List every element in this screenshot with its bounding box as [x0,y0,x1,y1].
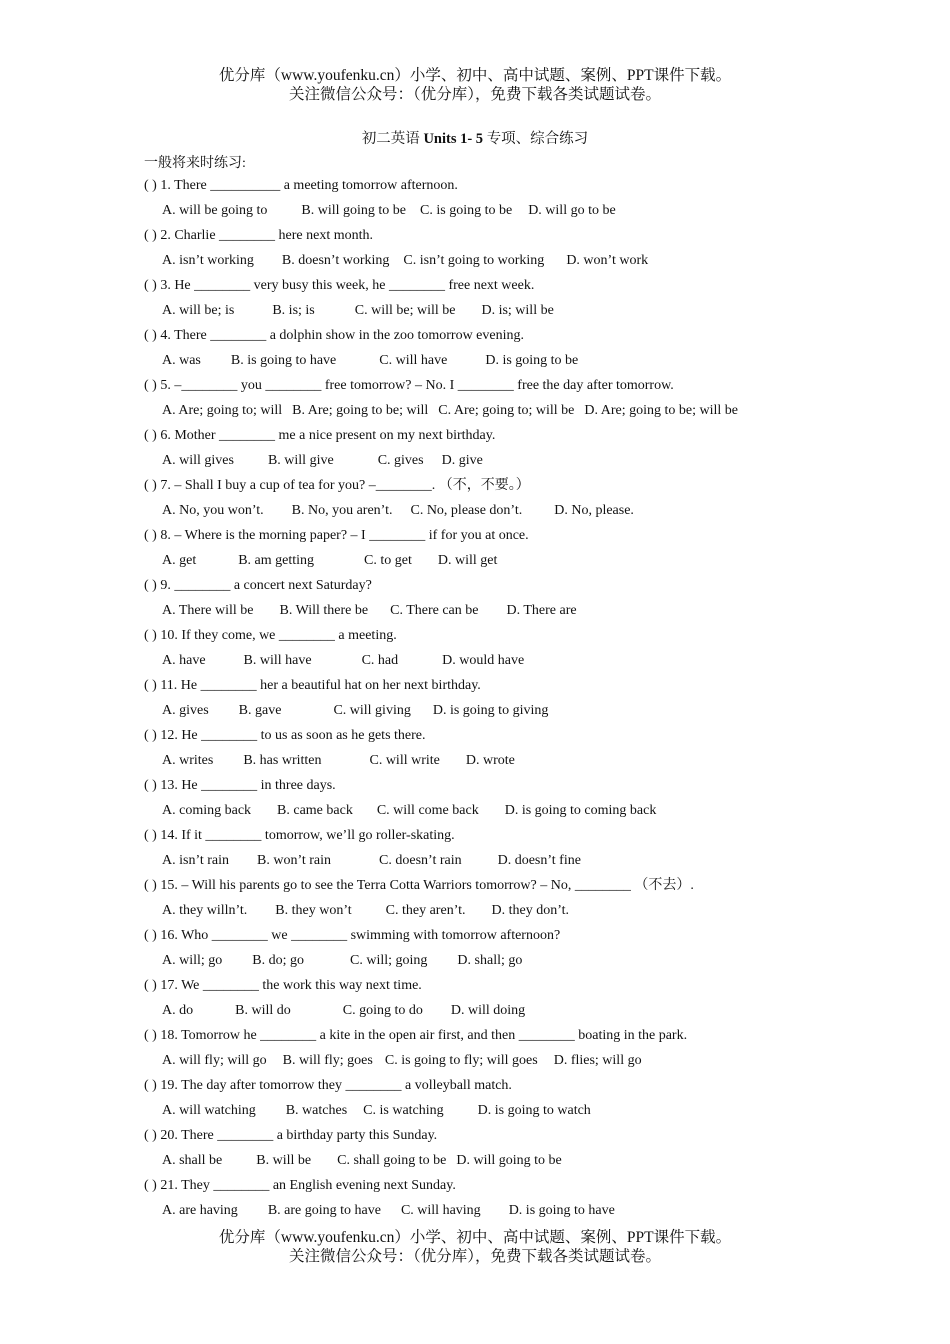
option-a: A. have [162,653,206,668]
option-c: C. is going to fly; will goes [384,1053,538,1068]
question-options [144,601,934,626]
question-options [144,801,934,826]
question-options [144,1201,934,1226]
option-d: D. No, please. [554,503,634,518]
question-options [144,1151,934,1176]
option-b: B. am getting [238,553,315,568]
option-a: A. get [162,553,197,568]
option-a: A. Are; going to; will [162,403,283,418]
option-d: D. they don’t. [491,903,570,918]
question-stem: ( ) 5. –________ you ________ free tomorrow? – No. I ________ free the day after tomorrow. [144,378,674,393]
page-footer [0,1228,950,1266]
option-b: B. came back [277,803,353,818]
option-b: B. will do [235,1003,291,1018]
option-b: B. are going to have [267,1203,381,1218]
option-d: D. shall; go [457,953,523,968]
question-stem: ( ) 17. We ________ the work this way next time. [144,978,422,993]
option-d: D. is going to giving [432,703,549,718]
option-d: D. doesn’t fine [497,853,581,868]
option-b: B. is; is [272,303,315,318]
option-c: C. going to do [342,1003,423,1018]
question-stem: ( ) 13. He ________ in three days. [144,778,336,793]
option-c: C. isn’t going to working [403,253,545,268]
option-c: C. shall going to be [337,1153,447,1168]
question-options [144,251,934,276]
option-a: A. do [162,1003,194,1018]
option-c: C. Are; going to; will be [438,403,575,418]
question-stem: ( ) 11. He ________ her a beautiful hat on her next birthday. [144,678,481,693]
option-c: C. will have [379,353,448,368]
option-d: D. is going to be [485,353,579,368]
question-options [144,201,934,226]
option-a: A. isn’t rain [162,853,230,868]
question-stem: ( ) 2. Charlie ________ here next month. [144,228,374,243]
question-options [144,1101,934,1126]
option-c: C. had [361,653,399,668]
title-units: Units 1- 5 [423,131,484,147]
option-b: B. will fly; goes [282,1053,373,1068]
question-options [144,651,934,676]
option-d: D. wrote [465,753,515,768]
question-stem: ( ) 4. There ________ a dolphin show in the zoo tomorrow evening. [144,328,525,343]
option-c: C. is watching [363,1103,444,1118]
option-d: D. will doing [450,1003,526,1018]
option-d: D. Are; going to be; will be [584,403,738,418]
option-d: D. won’t work [566,253,649,268]
footer-line-2: 关注微信公众号：（优分库），免费下载各类试题试卷。 [288,1248,661,1265]
question-options [144,701,934,726]
option-a: A. they willn’t. [162,903,248,918]
option-c: C. will write [369,753,440,768]
question-stem: ( ) 15. – Will his parents go to see the Terra Cotta Warriors tomorrow? – No, ________ （不去）. [144,878,694,893]
question-stem: ( ) 21. They ________ an English evening next Sunday. [144,1178,456,1193]
option-b: B. will going to be [301,203,407,218]
option-d: D. flies; will go [553,1053,642,1068]
option-c: C. will giving [333,703,411,718]
option-a: A. will fly; will go [162,1053,267,1068]
option-c: C. doesn’t rain [379,853,462,868]
question-options [144,351,934,376]
option-d: D. is going to coming back [504,803,657,818]
option-d: D. will going to be [456,1153,562,1168]
option-a: A. isn’t working [162,253,254,268]
footer-line-1: 优分库（www.youfenku.cn）小学、初中、高中试题、案例、PPT课件下载。 [218,1229,732,1246]
question-stem: ( ) 19. The day after tomorrow they ________ a volleyball match. [144,1078,512,1093]
option-a: A. coming back [162,803,252,818]
option-c: C. will come back [376,803,479,818]
option-c: C. will be; will be [354,303,456,318]
option-d: D. give [441,453,483,468]
question-stem: ( ) 1. There __________ a meeting tomorrow afternoon. [144,178,458,193]
question-stem: ( ) 12. He ________ to us as soon as he gets there. [144,728,426,743]
section-heading: 一般将来时练习: [144,156,246,171]
option-c: C. to get [364,553,412,568]
option-d: D. is going to have [508,1203,615,1218]
option-b: B. doesn’t working [281,253,390,268]
question-options [144,401,934,426]
page-title [0,127,950,148]
question-stem: ( ) 7. – Shall I buy a cup of tea for you? –________. （不，不要。） [144,478,530,493]
option-c: C. There can be [390,603,479,618]
question-options [144,301,934,326]
question-stem: ( ) 18. Tomorrow he ________ a kite in the open air first, and then ________ boating in the park. [144,1028,688,1043]
title-suffix: 专项、综合练习 [483,131,589,147]
option-c: C. they aren’t. [385,903,466,918]
option-a: A. There will be [162,603,254,618]
question-options [144,851,934,876]
question-options [144,1051,934,1076]
question-list [144,176,934,1226]
option-b: B. will be [256,1153,312,1168]
question-options [144,901,934,926]
question-stem: ( ) 3. He ________ very busy this week, he ________ free next week. [144,278,535,293]
option-a: A. shall be [162,1153,223,1168]
option-b: B. No, you aren’t. [291,503,393,518]
question-options [144,501,934,526]
option-d: D. is going to watch [477,1103,591,1118]
question-stem: ( ) 20. There ________ a birthday party this Sunday. [144,1128,438,1143]
option-c: C. will having [400,1203,481,1218]
title-prefix: 初二英语 [361,131,424,147]
option-b: B. Are; going to be; will [292,403,429,418]
option-a: A. will; go [162,953,223,968]
question-options [144,1001,934,1026]
option-b: B. is going to have [230,353,337,368]
option-b: B. watches [285,1103,348,1118]
question-stem: ( ) 9. ________ a concert next Saturday? [144,578,372,593]
option-a: A. will be; is [162,303,235,318]
option-a: A. will be going to [162,203,268,218]
option-a: A. will gives [162,453,234,468]
option-a: A. will watching [162,1103,256,1118]
option-d: D. would have [442,653,525,668]
option-b: B. will have [243,653,312,668]
question-stem: ( ) 16. Who ________ we ________ swimming with tomorrow afternoon? [144,928,561,943]
question-stem: ( ) 10. If they come, we ________ a meeting. [144,628,397,643]
header-line-1: 优分库（www.youfenku.cn）小学、初中、高中试题、案例、PPT课件下载。 [218,67,732,84]
option-c: C. gives [377,453,424,468]
question-stem: ( ) 6. Mother ________ me a nice present on my next birthday. [144,428,496,443]
question-options [144,551,934,576]
question-stem: ( ) 14. If it ________ tomorrow, we’ll go roller-skating. [144,828,455,843]
option-b: B. do; go [252,953,305,968]
header-line-2: 关注微信公众号：（优分库），免费下载各类试题试卷。 [288,86,661,103]
option-b: B. has written [243,753,322,768]
option-d: D. will get [437,553,498,568]
option-d: D. There are [506,603,577,618]
option-c: C. will; going [350,953,428,968]
option-b: B. Will there be [279,603,369,618]
option-a: A. writes [162,753,214,768]
option-a: A. was [162,353,201,368]
option-c: C. No, please don’t. [410,503,523,518]
option-b: B. they won’t [275,903,352,918]
question-options [144,951,934,976]
option-c: C. is going to be [420,203,513,218]
option-a: A. gives [162,703,209,718]
option-b: B. won’t rain [257,853,332,868]
option-b: B. gave [238,703,282,718]
question-options [144,451,934,476]
page-header [0,66,950,104]
option-a: A. No, you won’t. [162,503,264,518]
question-stem: ( ) 8. – Where is the morning paper? – I ________ if for you at once. [144,528,529,543]
option-b: B. will give [267,453,334,468]
option-d: D. is; will be [481,303,554,318]
question-options [144,751,934,776]
option-d: D. will go to be [528,203,616,218]
option-a: A. are having [162,1203,238,1218]
